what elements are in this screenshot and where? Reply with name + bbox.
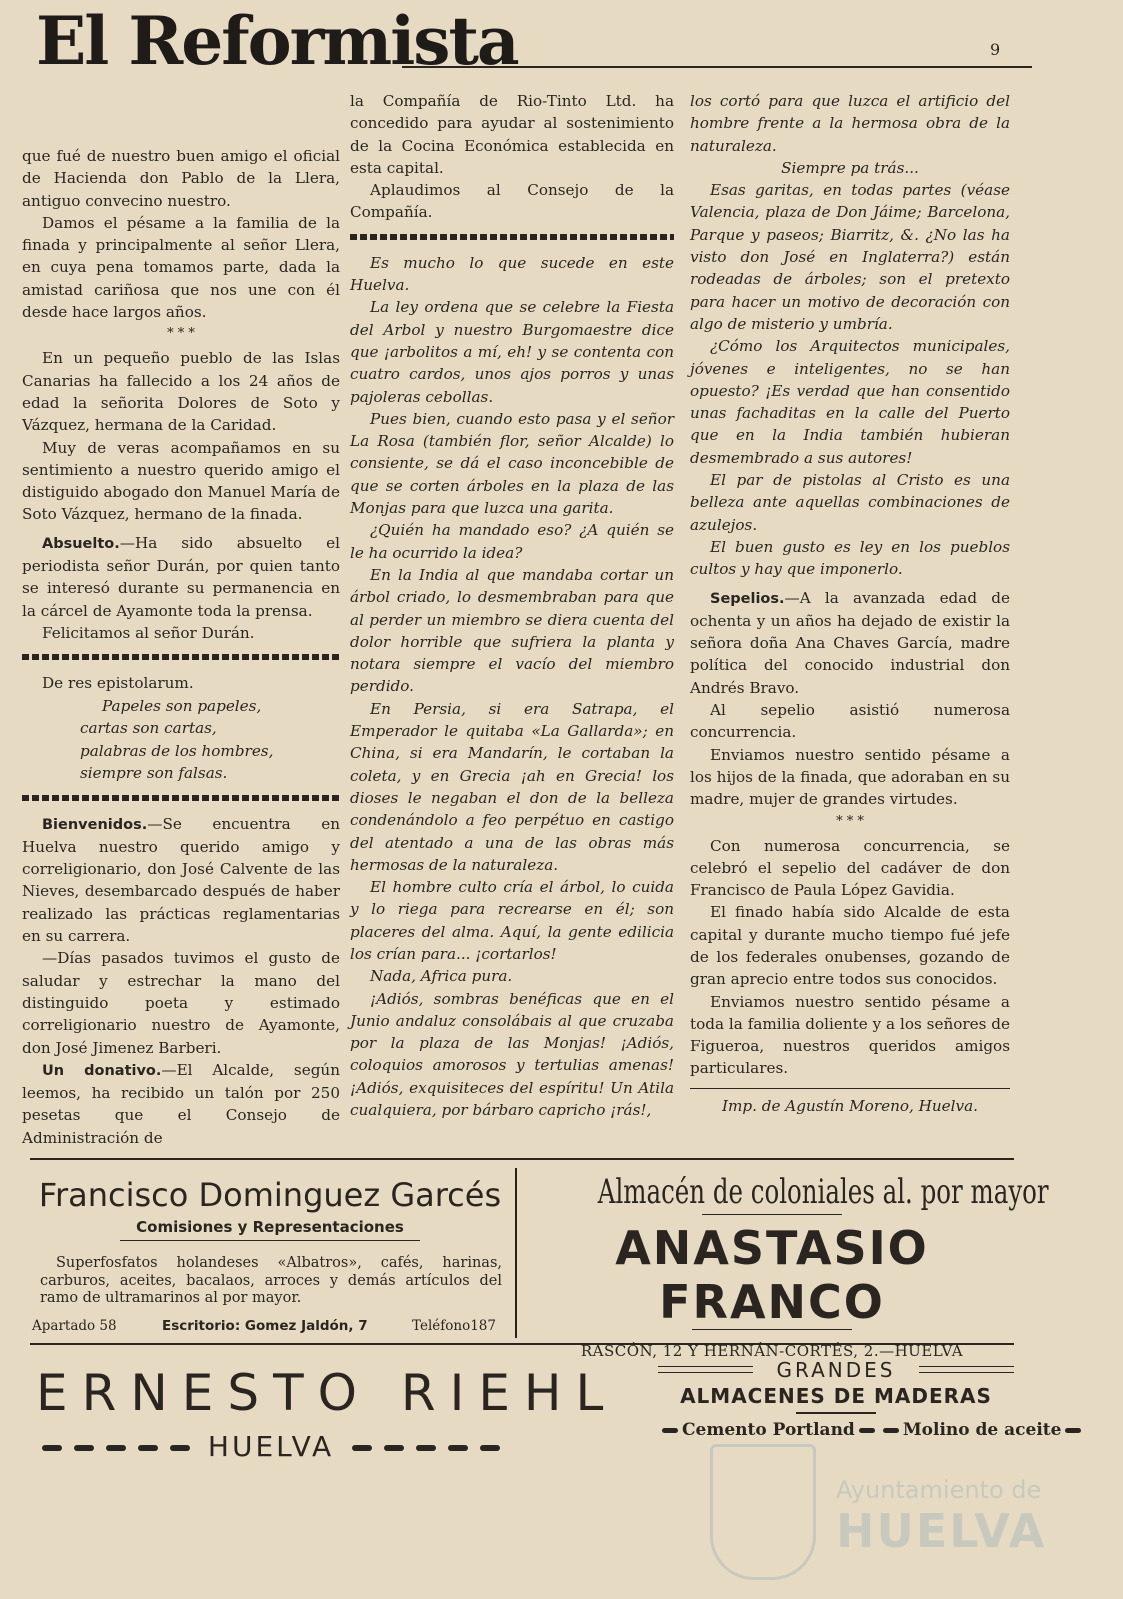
- masthead-rule: [402, 66, 1032, 68]
- ad-francisco-dominguez: [30, 1170, 510, 1340]
- paragraph: Al sepelio asistió numerosa concurrencia.: [690, 701, 1010, 742]
- paragraph: El finado había sido Alcalde de esta capital y durante mucho tiempo fué jefe de los federales onubenses, gozando de gran aprecio entre todos sus conocidos.: [690, 903, 1010, 989]
- ad-rule: [692, 1329, 852, 1330]
- dashed-divider: [22, 795, 340, 801]
- ad-address: RASCÓN, 12 Y HERNÁN-CORTÉS, 2.—HUELVA: [580, 1342, 964, 1360]
- asterism: * * *: [836, 813, 864, 829]
- poem-line: cartas son cartas,: [80, 719, 217, 738]
- section-heading: Absuelto.: [42, 535, 120, 552]
- poem-line: Papeles son papeles,: [102, 696, 262, 715]
- paragraph: Es mucho lo que sucede en este Huelva.: [350, 253, 674, 295]
- paragraph: En Persia, si era Satrapa, el Emperador le quitaba «La Gallarda»; en China, si era Mandarín, le cortaban la coleta, y en Grecia ¡ah en Grecia! los dioses le negaban el don de la belleza condenándolo a feo perpétuo en castigo del atentado a una de las obras más hermosas de la naturaleza.: [350, 699, 674, 874]
- news-text: —Ha sido absuelto el periodista señor Durán, por quien tanto se interesó durante su permanencia en la cárcel de Ayamonte toda la prensa.: [22, 533, 340, 620]
- ad-body: Superfosfatos holandeses «Albatros», cafés, harinas, carburos, aceites, bacalaos, arroces y demás artículos del ramo de ultramarinos al por mayor.: [40, 1255, 502, 1306]
- paragraph: ¿Cómo los Arquitectos municipales, jóvenes e inteligentes, no se han opuesto? ¡Es verdad que han consentido unas fachaditas en la calle del Puerto que en la India también hubieran desmembrado a sus autores!: [690, 337, 1010, 467]
- column-2: [350, 90, 674, 1121]
- page-number: 9: [990, 40, 1001, 59]
- paragraph: los cortó para que luzca el artificio del hombre frente a la hermosa obra de la naturaleza.: [690, 92, 1010, 155]
- ad-subtitle: Comisiones y Representaciones: [120, 1218, 420, 1241]
- paragraph: —Días pasados tuvimos el gusto de saludar y estrechar la mano del distinguido poeta y estimado correligionario nuestro de Ayamonte, don José Jimenez Barberi.: [22, 949, 340, 1057]
- paragraph: De res epistolarum.: [42, 674, 194, 693]
- paragraph: Felicitamos al señor Durán.: [42, 623, 255, 642]
- ad-rule: [702, 1214, 842, 1215]
- ad-title: Francisco Dominguez Garcés: [38, 1176, 502, 1214]
- ads-top-rule: [30, 1158, 1014, 1160]
- paragraph: Con numerosa concurrencia, se celebró el sepelio del cadáver de don Francisco de Paula López Gavidia.: [690, 836, 1010, 900]
- paragraph: Nada, Africa pura.: [370, 967, 513, 986]
- paragraph: que fué de nuestro buen amigo el oficial de Hacienda don Pablo de la Llera, antiguo convecino nuestro.: [22, 147, 340, 210]
- news-item-donativo: [22, 1059, 340, 1149]
- poem: [22, 695, 340, 785]
- paragraph: ¿Quién ha mandado eso? ¿A quién se le ha ocurrido la idea?: [350, 521, 674, 562]
- news-item-absuelto: [22, 532, 340, 622]
- masthead: [30, 2, 1030, 100]
- paragraph: Pues bien, cuando esto pasa y el señor La Rosa (también flor, señor Alcalde) lo consiente, se dá el caso inconcebible de que se corten árboles en la plaza de las Monjas para que luzca una garita.: [350, 409, 674, 518]
- paragraph: Siempre pa trás...: [781, 158, 919, 177]
- section-heading: Bienvenidos.: [42, 816, 148, 833]
- dashed-divider: [350, 234, 674, 240]
- paragraph: Damos el pésame a la familia de la finada y principalmente al señor Llera, en cuya pena tomamos parte, dada la amistad cariñosa que nos une con él desde hace largos años.: [22, 213, 340, 322]
- column-3: [690, 90, 1010, 1117]
- archive-watermark: [690, 1440, 1050, 1590]
- ads-middle-rule: [30, 1343, 1014, 1345]
- ad-almacenes: ALMACENES DE MADERAS: [680, 1384, 992, 1408]
- news-item-bienvenidos: [22, 813, 340, 948]
- paragraph: La ley ordena que se celebre la Fiesta del Arbol y nuestro Burgomaestre dice que ¡arbolitos a mí, eh! y se contenta con cuatro cardos, unos ajos porros y unas pajoleras cebollas.: [350, 298, 674, 406]
- news-item-sepelios: [690, 587, 1010, 699]
- ad-footer: [30, 1318, 510, 1338]
- ad-grandes: GRANDES: [658, 1358, 1014, 1382]
- paragraph: En la India al que mandaba cortar un árbol criado, lo desmembraban para que al perder un miembro se diera cuenta del dolor horrible que sufriera la planta y notara siempre el vacío del miembro perdido.: [350, 565, 674, 696]
- asterism: * * *: [167, 326, 195, 342]
- paragraph: El hombre culto cría el árbol, lo cuida y lo riega para recrearse en él; son placeres del alma. Aquí, la gente edilicia los crían para... ¡cortarlos!: [350, 878, 674, 963]
- imprint: Imp. de Agustín Moreno, Huelva.: [690, 1088, 1010, 1117]
- paragraph: Muy de veras acompañamos en su sentimiento a nuestro querido amigo el distiguido abogado don Manuel María de Soto Vázquez, hermano de la finada.: [22, 438, 340, 524]
- news-text: —A la avanzada edad de ochenta y un años ha dejado de existir la señora doña Ana Chaves García, madre política del conocido industrial don Andrés Bravo.: [690, 588, 1010, 697]
- paragraph: En un pequeño pueblo de las Islas Canarias ha fallecido a los 24 años de edad la señorita Dolores de Soto y Vázquez, hermana de la Caridad.: [22, 349, 340, 435]
- newspaper-logo: El Reformista: [36, 2, 518, 80]
- section-heading: Sepelios.: [710, 590, 785, 607]
- ad-grandes-almacenes: [658, 1358, 1062, 1440]
- ad-name: ANASTASIO FRANCO: [615, 1221, 929, 1329]
- paragraph: Enviamos nuestro sentido pésame a los hijos de la finada, que adoraban en su madre, mujer de grandes virtudes.: [690, 745, 1010, 809]
- ad-telefono: Teléfono187: [412, 1317, 496, 1334]
- ad-product: Molino de aceite: [902, 1420, 1062, 1440]
- coat-of-arms-icon: [710, 1444, 816, 1580]
- paragraph: Esas garitas, en todas partes (véase Valencia, plaza de Don Jáime; Barcelona, Parque y paseos; Biarritz, &. ¿No las ha visto don José en Inglaterra?) están rodeadas de árboles; son el pretexto para hacer un motivo de decoración con algo de misterio y umbría.: [690, 181, 1010, 333]
- paragraph: ¡Adiós, sombras benéficas que en el Junio andaluz consolábais al que cruzaba por la plaza de las Monjas! ¡Adiós, coloquios amorosos y tertulias amenas! ¡Adiós, exquisiteces del espíritu! Un Atila cualquiera, por bárbaro capricho ¡rás!,: [350, 989, 674, 1120]
- news-text: —Se encuentra en Huelva nuestro querido amigo y correligionario, don José Calvente de las Nieves, desembarcado después de haber realizado las prácticas reglamentarias en su carrera.: [22, 814, 340, 946]
- poem-line: siempre son falsas.: [80, 764, 228, 783]
- ad-city: HUELVA: [207, 1430, 335, 1463]
- ad-city-row: [36, 1430, 506, 1463]
- ad-apartado: Apartado 58: [32, 1317, 117, 1334]
- ad-product: Cemento Portland: [682, 1420, 855, 1440]
- news-text: —El Alcalde, según leemos, ha recibido un talón por 250 pesetas que el Consejo de Administración de: [22, 1060, 340, 1147]
- watermark-line2: HUELVA: [836, 1504, 1047, 1558]
- paragraph: Enviamos nuestro sentido pésame a toda la familia doliente y a los señores de Figueroa, nuestros queridos amigos particulares.: [690, 992, 1010, 1078]
- dashed-divider: [22, 654, 340, 660]
- ad-title: Almacén de coloniales al. por mayor: [597, 1172, 1049, 1212]
- section-heading: Un donativo.: [42, 1062, 162, 1079]
- paragraph: la Compañía de Rio-Tinto Ltd. ha concedido para ayudar al sostenimiento de la Cocina Económica establecida en esta capital.: [350, 92, 674, 177]
- ads-column-divider: [515, 1168, 517, 1338]
- paragraph: El buen gusto es ley en los pueblos cultos y hay que imponerlo.: [690, 537, 1010, 579]
- ad-escritorio: Escritorio: Gomez Jaldón, 7: [162, 1317, 368, 1334]
- ad-rule: [796, 1412, 876, 1414]
- paragraph: El par de pistolas al Cristo es una belleza ante aquellas combinaciones de azulejos.: [690, 471, 1010, 534]
- ad-name: ERNESTO RIEHL: [36, 1364, 618, 1422]
- ad-products: [658, 1420, 1062, 1440]
- paragraph: Aplaudimos al Consejo de la Compañía.: [350, 181, 674, 222]
- column-1: [22, 145, 340, 1149]
- watermark-line1: Ayuntamiento de: [836, 1476, 1042, 1504]
- poem-line: palabras de los hombres,: [80, 741, 274, 760]
- ad-anastasio-franco: [530, 1170, 1049, 1360]
